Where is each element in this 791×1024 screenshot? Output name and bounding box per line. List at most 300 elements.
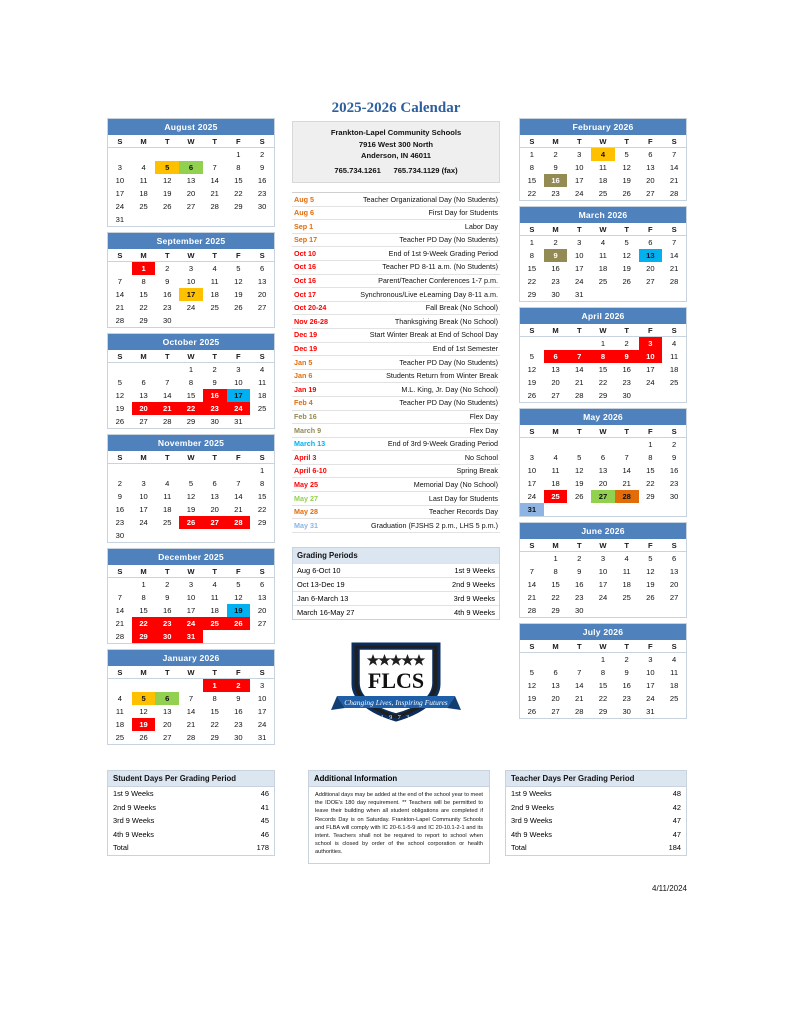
event-description: End of 1st Semester xyxy=(432,344,498,354)
day-cell: 1 xyxy=(553,554,558,563)
month-block xyxy=(519,206,687,302)
event-date: May 31 xyxy=(294,520,318,530)
day-cell: 21 xyxy=(669,176,679,185)
svg-text:Changing Lives, Inspiring Futu: Changing Lives, Inspiring Futures xyxy=(344,697,448,707)
event-row xyxy=(292,247,500,261)
empty-cell xyxy=(662,389,686,402)
event-date: April 6-10 xyxy=(294,466,327,476)
day-cell: 18 xyxy=(598,264,608,273)
empty-cell xyxy=(662,503,686,516)
day-cell: 20 xyxy=(646,176,655,185)
day-cell: 28 xyxy=(575,391,584,400)
day-cell: 4 xyxy=(165,479,170,488)
day-cell: 3 xyxy=(259,681,265,690)
month-block xyxy=(519,522,687,618)
day-cell: 1 xyxy=(648,440,653,449)
weekday-header: W xyxy=(179,451,203,464)
day-cell: 19 xyxy=(132,718,156,731)
empty-cell xyxy=(108,464,132,478)
day-cell: 3 xyxy=(529,453,534,462)
week-row xyxy=(108,731,274,744)
empty-cell xyxy=(203,148,227,162)
empty-cell xyxy=(591,604,615,617)
grading-period-label: 3rd 9 Weeks xyxy=(453,593,495,603)
weekday-header: T xyxy=(567,324,591,337)
summary-label: 4th 9 Weeks xyxy=(511,829,552,839)
day-cell: 26 xyxy=(527,391,537,400)
day-cell: 14 xyxy=(186,707,196,716)
weekday-header: T xyxy=(567,539,591,552)
day-cell: 24 xyxy=(575,189,584,198)
day-cell: 15 xyxy=(139,606,148,615)
additional-info-title: Additional Information xyxy=(309,771,489,787)
weekday-header: M xyxy=(132,565,156,578)
day-cell: 16 xyxy=(622,681,631,690)
event-row xyxy=(292,288,500,302)
day-cell: 25 xyxy=(544,490,568,503)
empty-cell xyxy=(615,288,639,301)
empty-cell xyxy=(544,438,568,452)
day-cell: 14 xyxy=(115,290,125,299)
day-cell: 6 xyxy=(259,264,265,273)
day-cell: 19 xyxy=(527,378,537,387)
week-row xyxy=(108,376,274,389)
week-row xyxy=(520,187,686,200)
empty-cell xyxy=(520,552,544,566)
day-cell: 10 xyxy=(115,176,125,185)
event-date: Feb 4 xyxy=(294,398,313,408)
day-cell: 9 xyxy=(117,492,122,501)
event-row xyxy=(292,356,500,370)
day-cell: 5 xyxy=(648,554,653,563)
month-grid xyxy=(520,425,686,516)
day-cell: 22 xyxy=(527,277,537,286)
day-cell: 8 xyxy=(212,694,217,703)
teacher-days-row xyxy=(506,787,686,801)
summary-label: 1st 9 Weeks xyxy=(511,789,552,798)
day-cell: 12 xyxy=(622,251,631,260)
summary-value: 178 xyxy=(256,843,269,852)
weekday-header: M xyxy=(544,135,568,148)
weekday-header: T xyxy=(203,565,227,578)
month-grid xyxy=(520,223,686,301)
event-description: M.L. King, Jr. Day (No School) xyxy=(401,384,498,394)
day-cell: 22 xyxy=(257,505,267,514)
day-cell: 24 xyxy=(527,492,537,501)
day-cell: 22 xyxy=(646,479,655,488)
weekday-header: F xyxy=(227,666,251,679)
day-cell: 2 xyxy=(553,238,558,247)
weekday-header: S xyxy=(520,640,544,653)
teacher-days-row xyxy=(506,814,686,828)
day-cell: 13 xyxy=(186,176,196,185)
event-date: May 28 xyxy=(294,507,318,517)
day-cell: 10 xyxy=(598,567,608,576)
empty-cell xyxy=(639,604,663,617)
month-block xyxy=(519,408,687,517)
month-grid xyxy=(108,350,274,428)
event-row xyxy=(292,343,500,357)
day-cell: 3 xyxy=(639,337,663,351)
day-cell: 20 xyxy=(551,694,560,703)
day-cell: 30 xyxy=(155,630,179,643)
weekday-header: T xyxy=(615,135,639,148)
day-cell: 10 xyxy=(527,466,537,475)
day-cell: 13 xyxy=(646,163,655,172)
weekday-header: F xyxy=(227,350,251,363)
week-row xyxy=(108,402,274,415)
day-cell: 9 xyxy=(671,453,677,462)
weekday-header: T xyxy=(155,565,179,578)
event-description: Students Return from Winter Break xyxy=(386,371,498,381)
day-cell: 16 xyxy=(163,606,172,615)
teacher-days-row xyxy=(506,841,686,855)
day-cell: 27 xyxy=(551,391,560,400)
day-cell: 14 xyxy=(575,681,584,690)
week-row xyxy=(108,617,274,630)
day-cell: 27 xyxy=(257,619,267,628)
day-cell: 23 xyxy=(669,479,679,488)
day-cell: 18 xyxy=(139,189,148,198)
day-cell: 29 xyxy=(598,707,608,716)
week-row xyxy=(108,529,274,542)
event-date: March 9 xyxy=(294,425,322,435)
grading-periods-table xyxy=(292,547,500,620)
day-cell: 13 xyxy=(551,365,560,374)
event-row xyxy=(292,506,500,520)
event-date: Jan 5 xyxy=(294,357,313,367)
day-cell: 30 xyxy=(575,606,584,615)
day-cell: 6 xyxy=(259,580,265,589)
day-cell: 18 xyxy=(669,365,679,374)
day-cell: 13 xyxy=(163,707,172,716)
day-cell: 22 xyxy=(132,617,156,630)
school-phone: 765.734.1261 xyxy=(334,165,381,175)
week-row xyxy=(108,630,274,643)
day-cell: 4 xyxy=(671,339,677,348)
day-cell: 29 xyxy=(210,733,219,742)
day-cell: 5 xyxy=(236,264,241,273)
day-cell: 12 xyxy=(115,391,125,400)
day-cell: 29 xyxy=(186,417,196,426)
grading-period-label: 4th 9 Weeks xyxy=(454,607,495,617)
day-cell: 27 xyxy=(646,277,655,286)
day-cell: 18 xyxy=(115,720,125,729)
day-cell: 11 xyxy=(622,567,631,576)
day-cell: 16 xyxy=(163,290,172,299)
day-cell: 10 xyxy=(639,350,663,363)
weekday-header: M xyxy=(132,451,156,464)
day-cell: 24 xyxy=(257,720,267,729)
weekday-header: M xyxy=(132,350,156,363)
day-cell: 21 xyxy=(155,402,179,415)
school-fax: 765.734.1129 (fax) xyxy=(393,165,458,175)
school-phone-line xyxy=(297,165,495,177)
day-cell: 7 xyxy=(671,238,677,247)
month-grid xyxy=(108,666,274,744)
day-cell: 27 xyxy=(257,303,267,312)
summary-value: 46 xyxy=(260,829,269,839)
day-cell: 16 xyxy=(203,389,227,402)
event-row xyxy=(292,261,500,275)
week-row xyxy=(520,288,686,301)
day-cell: 13 xyxy=(210,492,219,501)
day-cell: 20 xyxy=(257,606,267,615)
empty-cell xyxy=(615,503,639,516)
weekday-header: M xyxy=(544,223,568,236)
left-month-column xyxy=(107,118,275,750)
week-row xyxy=(520,337,686,351)
month-title: January 2026 xyxy=(108,650,274,666)
weekday-header: S xyxy=(108,249,132,262)
weekday-header: S xyxy=(250,666,274,679)
empty-cell xyxy=(567,337,591,351)
day-cell: 18 xyxy=(210,606,219,615)
day-cell: 25 xyxy=(257,404,267,413)
day-cell: 19 xyxy=(622,176,631,185)
day-cell: 12 xyxy=(186,492,196,501)
day-cell: 1 xyxy=(141,580,146,589)
day-cell: 3 xyxy=(188,264,194,273)
weekday-header: S xyxy=(520,324,544,337)
day-cell: 4 xyxy=(624,554,629,563)
day-cell: 4 xyxy=(553,453,558,462)
day-cell: 21 xyxy=(234,505,243,514)
empty-cell xyxy=(132,363,156,377)
day-cell: 25 xyxy=(115,733,125,742)
day-cell: 31 xyxy=(520,503,544,516)
day-cell: 21 xyxy=(115,619,125,628)
weekday-header: S xyxy=(108,666,132,679)
week-row xyxy=(520,236,686,250)
day-cell: 23 xyxy=(575,593,584,602)
day-cell: 23 xyxy=(203,402,227,415)
day-cell: 12 xyxy=(646,567,655,576)
day-cell: 14 xyxy=(669,251,679,260)
student-days-row xyxy=(108,841,274,855)
day-cell: 21 xyxy=(527,593,537,602)
event-row xyxy=(292,315,500,329)
weekday-header: T xyxy=(203,451,227,464)
day-cell: 2 xyxy=(553,150,558,159)
day-cell: 17 xyxy=(227,389,251,402)
week-row xyxy=(108,187,274,200)
day-cell: 15 xyxy=(551,580,560,589)
month-title: August 2025 xyxy=(108,119,274,135)
weekday-header: F xyxy=(227,451,251,464)
weekday-header: T xyxy=(155,249,179,262)
weekday-header: S xyxy=(662,135,686,148)
day-cell: 21 xyxy=(575,378,584,387)
additional-info-frame xyxy=(308,770,490,864)
day-cell: 31 xyxy=(115,215,125,224)
month-title: March 2026 xyxy=(520,207,686,223)
empty-cell xyxy=(567,438,591,452)
weekday-header: T xyxy=(155,350,179,363)
day-cell: 30 xyxy=(622,391,631,400)
day-cell: 5 xyxy=(188,479,194,488)
day-cell: 10 xyxy=(257,694,267,703)
day-cell: 6 xyxy=(671,554,677,563)
day-cell: 6 xyxy=(648,150,653,159)
day-cell: 7 xyxy=(188,694,194,703)
day-cell: 25 xyxy=(669,378,679,387)
grading-periods-title: Grading Periods xyxy=(293,548,499,563)
weekday-header: F xyxy=(227,249,251,262)
day-cell: 13 xyxy=(257,593,267,602)
week-row xyxy=(108,363,274,377)
day-cell: 3 xyxy=(577,150,582,159)
weekday-header: W xyxy=(591,223,615,236)
weekday-header: S xyxy=(662,425,686,438)
day-cell: 20 xyxy=(132,402,156,415)
weekday-header: W xyxy=(591,324,615,337)
week-row xyxy=(108,516,274,529)
day-cell: 19 xyxy=(115,404,125,413)
day-cell: 28 xyxy=(210,202,219,211)
grading-period-label: 2nd 9 Weeks xyxy=(451,579,495,589)
day-cell: 21 xyxy=(575,694,584,703)
day-cell: 17 xyxy=(257,707,267,716)
day-cell: 17 xyxy=(598,580,608,589)
event-row xyxy=(292,465,500,479)
month-title: September 2025 xyxy=(108,233,274,249)
weekday-header: T xyxy=(155,135,179,148)
day-cell: 25 xyxy=(203,617,227,630)
day-cell: 29 xyxy=(551,606,560,615)
footer-revision-date: 4/11/2024 xyxy=(652,884,687,893)
day-cell: 8 xyxy=(648,453,653,462)
week-row xyxy=(520,363,686,376)
day-cell: 3 xyxy=(117,163,122,172)
day-cell: 13 xyxy=(139,391,148,400)
day-cell: 10 xyxy=(186,277,196,286)
day-cell: 7 xyxy=(117,277,122,286)
week-row xyxy=(520,249,686,262)
month-grid xyxy=(520,324,686,402)
day-cell: 19 xyxy=(646,580,655,589)
day-cell: 23 xyxy=(551,277,560,286)
weekday-header: S xyxy=(662,223,686,236)
center-column xyxy=(292,100,500,728)
event-row xyxy=(292,411,500,425)
day-cell: 11 xyxy=(599,251,607,260)
day-cell: 20 xyxy=(646,264,655,273)
event-row xyxy=(292,519,500,533)
day-cell: 19 xyxy=(575,479,584,488)
day-cell: 28 xyxy=(115,316,125,325)
event-description: Fall Break (No School) xyxy=(425,303,498,313)
weekday-header: S xyxy=(108,451,132,464)
day-cell: 20 xyxy=(186,189,196,198)
day-cell: 12 xyxy=(575,466,584,475)
day-cell: 30 xyxy=(622,707,631,716)
day-cell: 11 xyxy=(670,668,679,677)
day-cell: 19 xyxy=(163,189,172,198)
weekday-header: T xyxy=(203,249,227,262)
day-cell: 29 xyxy=(646,492,655,501)
summary-value: 42 xyxy=(672,802,681,812)
event-date: May 25 xyxy=(294,479,318,489)
day-cell: 1 xyxy=(259,466,265,475)
day-cell: 3 xyxy=(236,365,241,374)
week-row xyxy=(108,464,274,478)
week-row xyxy=(108,262,274,276)
event-date: Dec 19 xyxy=(294,330,318,340)
month-title: July 2026 xyxy=(520,624,686,640)
day-cell: 10 xyxy=(186,593,196,602)
teacher-days-table xyxy=(505,770,687,856)
day-cell: 26 xyxy=(234,303,243,312)
weekday-header: W xyxy=(179,565,203,578)
week-row xyxy=(520,376,686,389)
month-block xyxy=(107,232,275,328)
week-row xyxy=(520,148,686,162)
empty-cell xyxy=(520,653,544,667)
event-description: Last Day for Students xyxy=(428,493,498,503)
week-row xyxy=(520,389,686,402)
day-cell: 9 xyxy=(259,163,265,172)
empty-cell xyxy=(108,148,132,162)
student-days-row xyxy=(108,801,274,815)
event-description: Teacher PD Day (No Students) xyxy=(399,398,498,408)
day-cell: 18 xyxy=(622,580,631,589)
month-grid xyxy=(108,565,274,643)
day-cell: 22 xyxy=(598,378,608,387)
day-cell: 18 xyxy=(598,176,608,185)
event-description: Labor Day xyxy=(464,221,498,231)
day-cell: 16 xyxy=(622,365,631,374)
event-date: Sep 1 xyxy=(294,221,314,231)
day-cell: 2 xyxy=(624,339,629,348)
event-date: Aug 5 xyxy=(294,194,314,204)
empty-cell xyxy=(227,529,251,542)
empty-cell xyxy=(155,148,179,162)
day-cell: 24 xyxy=(646,694,655,703)
day-cell: 23 xyxy=(551,189,560,198)
day-cell: 8 xyxy=(529,163,534,172)
grading-period-label: 1st 9 Weeks xyxy=(454,565,495,575)
day-cell: 1 xyxy=(600,339,606,348)
day-cell: 31 xyxy=(575,290,584,299)
event-row xyxy=(292,478,500,492)
day-cell: 25 xyxy=(210,303,219,312)
month-block xyxy=(519,118,687,201)
day-cell: 2 xyxy=(212,365,217,374)
week-row xyxy=(520,591,686,604)
weekday-header: T xyxy=(567,640,591,653)
school-address-line1: 7916 West 300 North xyxy=(358,139,434,149)
week-row xyxy=(520,666,686,679)
day-cell: 14 xyxy=(669,163,679,172)
event-row xyxy=(292,234,500,248)
day-cell: 30 xyxy=(234,733,243,742)
week-row xyxy=(520,552,686,566)
day-cell: 30 xyxy=(115,531,125,540)
day-cell: 12 xyxy=(527,365,537,374)
month-block xyxy=(107,434,275,543)
weekday-header: F xyxy=(639,223,663,236)
weekday-header: M xyxy=(544,539,568,552)
event-date: Oct 10 xyxy=(294,248,316,258)
summary-value: 46 xyxy=(260,789,269,798)
day-cell: 29 xyxy=(234,202,243,211)
grading-period-range: Jan 6-March 13 xyxy=(297,593,349,603)
month-block xyxy=(107,118,275,227)
day-cell: 7 xyxy=(529,567,534,576)
weekday-header: F xyxy=(639,324,663,337)
event-row xyxy=(292,438,500,452)
